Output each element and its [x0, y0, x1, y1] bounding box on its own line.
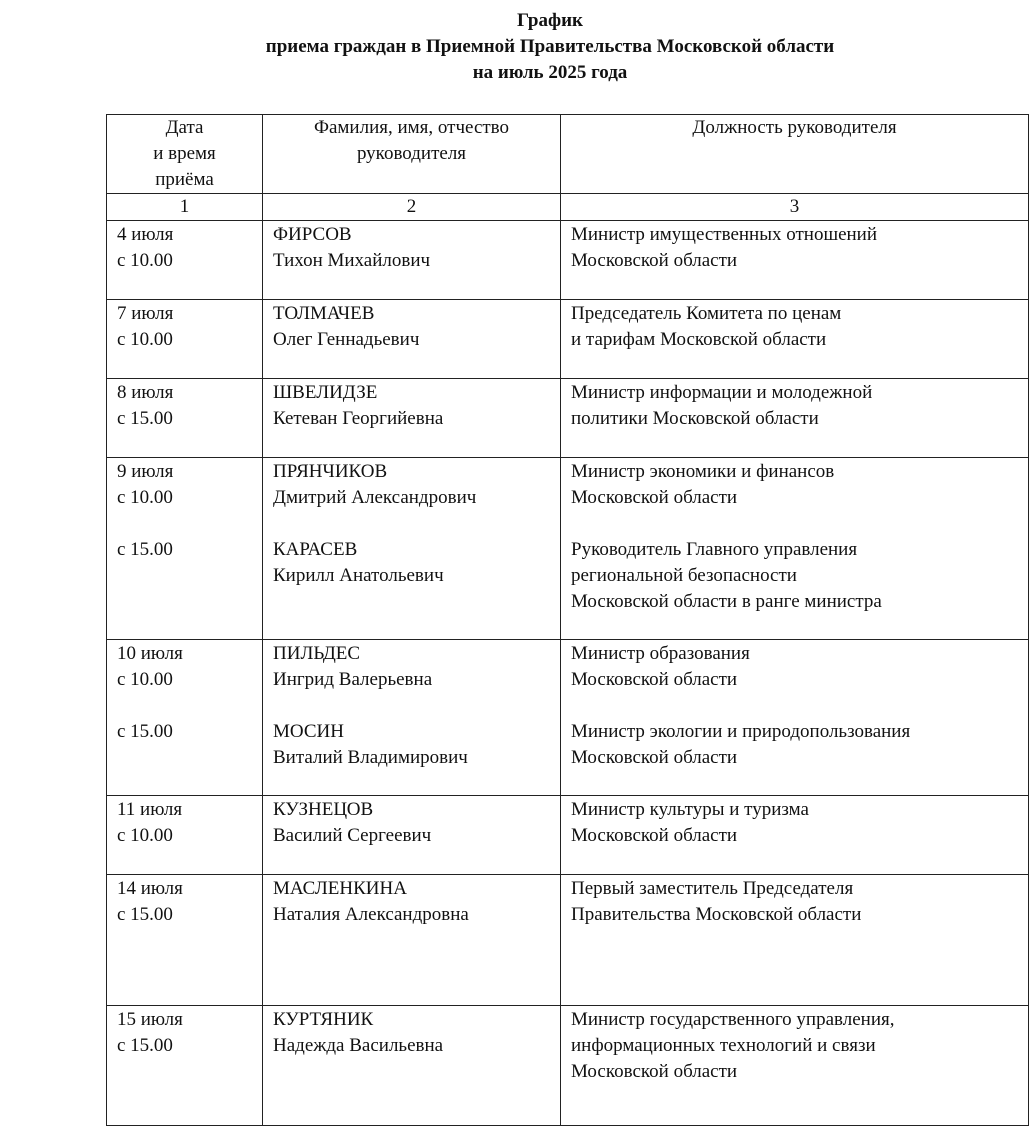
position-text: Министр культуры и туризма	[571, 799, 809, 820]
position-cell	[561, 1006, 1029, 1126]
position-text: Первый заместитель Председателя	[571, 878, 854, 899]
column-number: 1	[107, 194, 263, 221]
date-text: 11 июля	[117, 799, 183, 820]
date-text: 9 июля	[117, 461, 174, 482]
date-text: 4 июля	[117, 224, 174, 245]
position-cell	[561, 300, 1029, 379]
date-text: 8 июля	[117, 382, 174, 403]
position-cell	[561, 796, 1029, 875]
column-header-date-line: и время	[153, 143, 216, 164]
schedule-row	[107, 1006, 1029, 1126]
column-header-name	[263, 115, 561, 194]
surname-text: ФИРСОВ	[273, 224, 352, 245]
position-text: Председатель Комитета по ценам	[571, 303, 842, 324]
position-text: Министр экономики и финансов	[571, 461, 835, 482]
given-names-text: Ингрид Валерьевна	[273, 669, 433, 690]
date-text: 7 июля	[117, 303, 174, 324]
date-cell	[107, 1006, 263, 1126]
position-text: региональной безопасности	[571, 565, 797, 586]
position-text: Министр государственного управления,	[571, 1009, 895, 1030]
position-text: политики Московской области	[571, 408, 819, 429]
column-number-row	[107, 194, 1029, 221]
time-text: с 10.00	[117, 487, 173, 508]
time-text: с 15.00	[117, 408, 173, 429]
date-cell	[107, 875, 263, 1006]
position-text: Руководитель Главного управления	[571, 539, 858, 560]
column-header-name-line: руководителя	[356, 143, 467, 164]
position-text: Московской области	[571, 1061, 738, 1082]
schedule-row	[107, 640, 1029, 796]
surname-text: МОСИН	[273, 721, 344, 742]
position-text: Министр образования	[571, 643, 750, 664]
title-line-1: График	[517, 10, 583, 31]
surname-text: ТОЛМАЧЕВ	[273, 303, 375, 324]
surname-text: ПРЯНЧИКОВ	[273, 461, 388, 482]
given-names-text: Наталия Александровна	[273, 904, 469, 925]
name-cell	[263, 1006, 561, 1126]
schedule-row	[107, 221, 1029, 300]
date-cell	[107, 796, 263, 875]
column-header-date	[107, 115, 263, 194]
column-header-name-line: Фамилия, имя, отчество	[313, 117, 510, 138]
position-text: Московской области	[571, 825, 738, 846]
time-text: с 10.00	[117, 825, 173, 846]
position-text: Министр экологии и природопользования	[571, 721, 911, 742]
column-number: 3	[561, 194, 1029, 221]
name-cell	[263, 796, 561, 875]
column-header-position	[561, 115, 1029, 194]
position-text: информационных технологий и связи	[571, 1035, 876, 1056]
name-cell	[263, 379, 561, 458]
date-cell	[107, 300, 263, 379]
column-header-date-line: Дата	[165, 117, 204, 138]
date-text: 14 июля	[117, 878, 183, 899]
surname-text: ШВЕЛИДЗЕ	[273, 382, 378, 403]
given-names-text: Виталий Владимирович	[273, 747, 468, 768]
position-text: Министр информации и молодежной	[571, 382, 873, 403]
position-text: Московской области	[571, 747, 738, 768]
title-line-3: на июль 2025 года	[472, 62, 628, 83]
schedule-row	[107, 796, 1029, 875]
position-cell	[561, 379, 1029, 458]
column-header-date-line: приёма	[155, 169, 214, 190]
schedule-row	[107, 875, 1029, 1006]
surname-text: МАСЛЕНКИНА	[273, 878, 407, 899]
column-number: 2	[263, 194, 561, 221]
date-cell	[107, 379, 263, 458]
name-cell	[263, 458, 561, 640]
time-text: с 10.00	[117, 669, 173, 690]
time-text: с 10.00	[117, 329, 173, 350]
name-cell	[263, 640, 561, 796]
date-text: 10 июля	[117, 643, 183, 664]
date-text: 15 июля	[117, 1009, 183, 1030]
name-cell	[263, 221, 561, 300]
given-names-text: Олег Геннадьевич	[273, 329, 420, 350]
position-text: Московской области	[571, 250, 738, 271]
column-header-position-line: Должность руководителя	[692, 117, 897, 138]
schedule-body	[107, 221, 1029, 1126]
position-cell	[561, 221, 1029, 300]
given-names-text: Кетеван Георгийевна	[273, 408, 444, 429]
position-cell	[561, 458, 1029, 640]
name-cell	[263, 300, 561, 379]
time-text: с 15.00	[117, 1035, 173, 1056]
position-cell	[561, 640, 1029, 796]
given-names-text: Кирилл Анатольевич	[273, 565, 444, 586]
date-cell	[107, 221, 263, 300]
name-cell	[263, 875, 561, 1006]
date-cell	[107, 640, 263, 796]
time-text: с 15.00	[117, 539, 173, 560]
position-text: Московской области	[571, 487, 738, 508]
position-text: Московской области в ранге министра	[571, 591, 882, 612]
time-text: с 15.00	[117, 904, 173, 925]
position-text: Правительства Московской области	[571, 904, 862, 925]
schedule-row	[107, 300, 1029, 379]
header-row	[107, 115, 1029, 194]
surname-text: КАРАСЕВ	[273, 539, 358, 560]
schedule-row	[107, 379, 1029, 458]
title-line-2: приема граждан в Приемной Правительства Московской области	[265, 36, 835, 57]
given-names-text: Дмитрий Александрович	[273, 487, 477, 508]
position-text: Министр имущественных отношений	[571, 224, 878, 245]
date-cell	[107, 458, 263, 640]
position-text: Московской области	[571, 669, 738, 690]
schedule-row	[107, 458, 1029, 640]
surname-text: КУЗНЕЦОВ	[273, 799, 374, 820]
given-names-text: Надежда Васильевна	[273, 1035, 444, 1056]
given-names-text: Тихон Михайлович	[273, 250, 431, 271]
position-text: и тарифам Московской области	[571, 329, 827, 350]
surname-text: КУРТЯНИК	[273, 1009, 374, 1030]
given-names-text: Василий Сергеевич	[273, 825, 432, 846]
time-text: с 10.00	[117, 250, 173, 271]
document-title	[0, 8, 1029, 86]
surname-text: ПИЛЬДЕС	[273, 643, 361, 664]
time-text: с 15.00	[117, 721, 173, 742]
schedule-table	[106, 114, 1029, 1126]
position-cell	[561, 875, 1029, 1006]
